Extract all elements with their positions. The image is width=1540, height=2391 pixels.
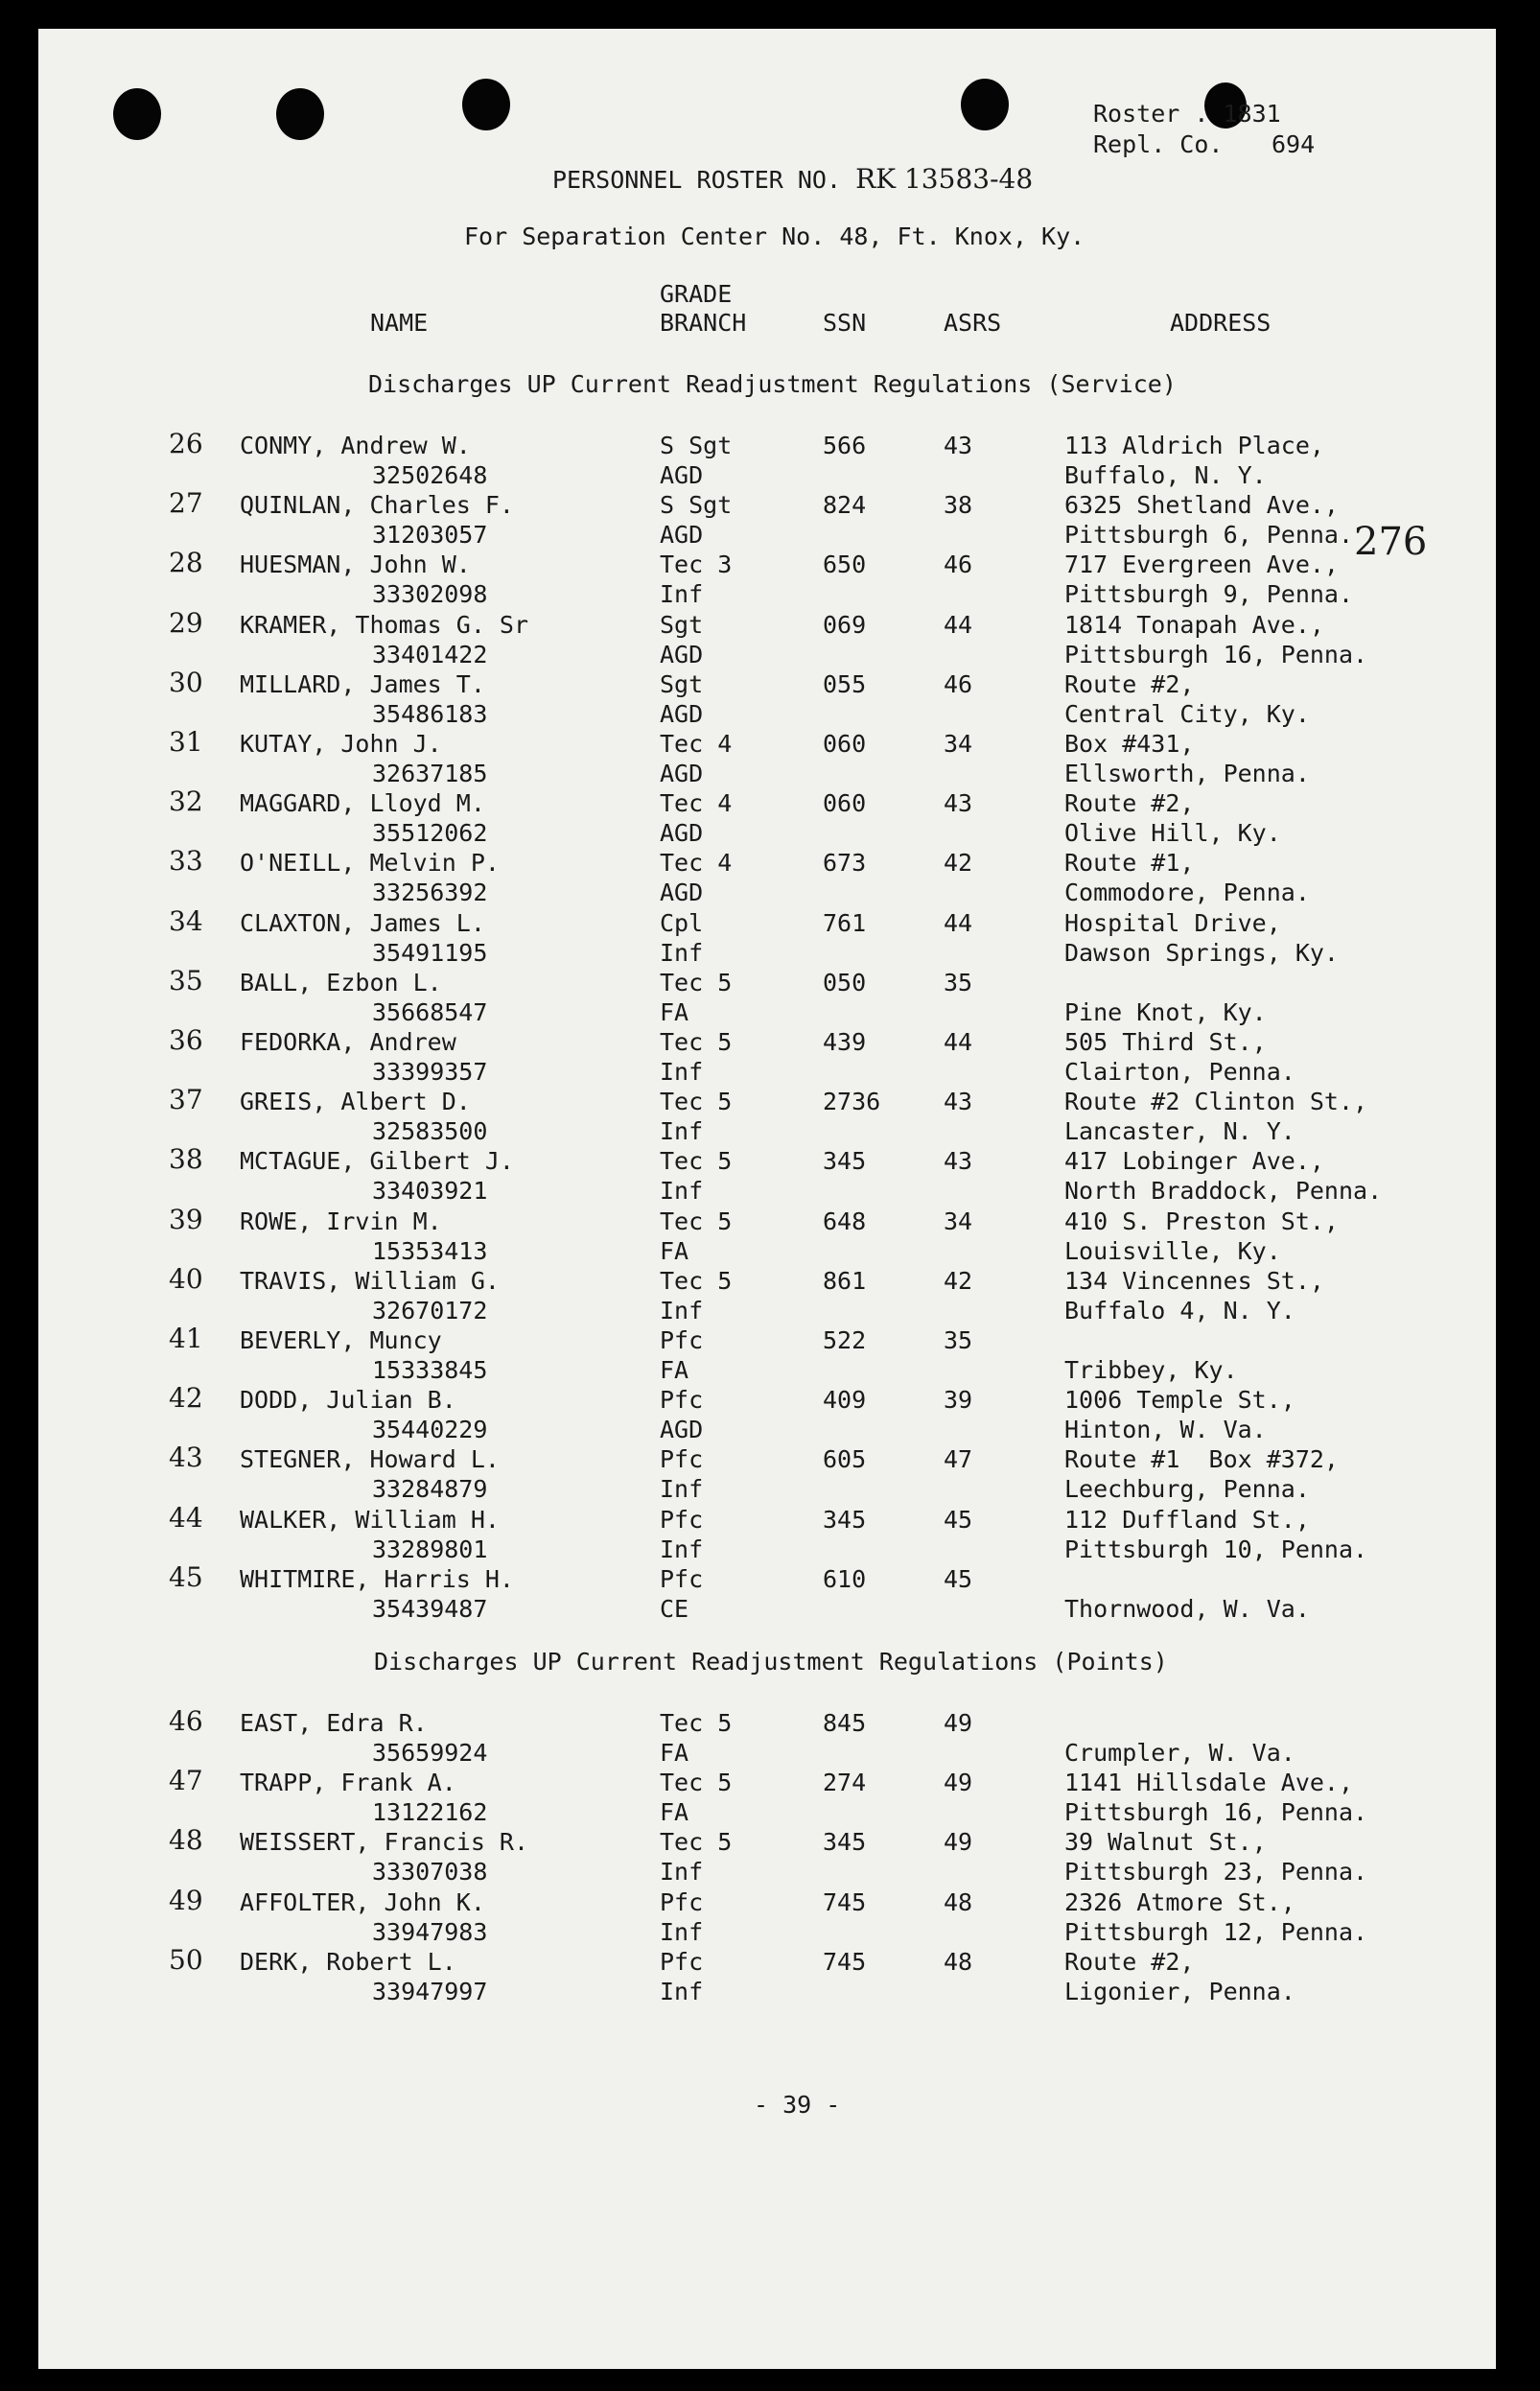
address-line-2: Thornwood, W. Va. [1064, 1594, 1310, 1623]
soldier-name: HUESMAN, John W. [240, 551, 471, 579]
ssn: 610 [823, 1564, 867, 1593]
serial-number: 33289801 [372, 1535, 488, 1563]
branch: Inf [660, 1117, 704, 1146]
address-line-2: Lancaster, N. Y. [1064, 1117, 1295, 1146]
branch: AGD [660, 1416, 704, 1444]
soldier-name: MILLARD, James T. [240, 669, 485, 698]
row-number: 36 [169, 1024, 203, 1056]
address-line-1: Route #2 Clinton St., [1064, 1088, 1368, 1116]
asrs: 43 [944, 789, 973, 818]
row-number: 46 [169, 1705, 203, 1737]
row-number: 37 [169, 1084, 203, 1116]
ssn: 845 [823, 1709, 867, 1737]
repl-co-label: Repl. Co. [1093, 130, 1224, 158]
serial-number: 33256392 [372, 879, 488, 907]
grade-header: GRADE [660, 280, 733, 308]
ssn: 861 [823, 1266, 867, 1295]
ssn: 345 [823, 1828, 867, 1857]
asrs: 42 [944, 1266, 973, 1295]
serial-number: 35659924 [372, 1739, 488, 1767]
branch: AGD [660, 819, 704, 848]
address-line-2: Commodore, Penna. [1064, 879, 1310, 907]
asrs: 49 [944, 1769, 973, 1797]
punch-hole [961, 79, 1009, 130]
address-line-1: 134 Vincennes St., [1064, 1266, 1324, 1295]
address-line-2: Buffalo 4, N. Y. [1064, 1296, 1295, 1324]
soldier-name: EAST, Edra R. [240, 1709, 428, 1737]
grade: Tec 4 [660, 789, 733, 818]
grade: Pfc [660, 1445, 704, 1474]
serial-number: 32502648 [372, 461, 488, 489]
soldier-name: KRAMER, Thomas G. Sr [240, 610, 529, 639]
row-number: 31 [169, 726, 203, 758]
serial-number: 33302098 [372, 580, 488, 609]
punch-hole [113, 88, 161, 140]
soldier-name: KUTAY, John J. [240, 730, 442, 758]
asrs: 45 [944, 1505, 973, 1534]
serial-number: 33399357 [372, 1058, 488, 1086]
section-heading: Discharges UP Current Readjustment Regulations (Points) [374, 1648, 1168, 1676]
row-number: 29 [169, 606, 203, 639]
address-line-2: Louisville, Ky. [1064, 1236, 1281, 1265]
asrs: 34 [944, 1207, 973, 1235]
branch: AGD [660, 760, 704, 787]
branch: Inf [660, 938, 704, 967]
address-line-1: 410 S. Preston St., [1064, 1207, 1339, 1235]
grade: Tec 5 [660, 968, 733, 996]
asrs: 35 [944, 1326, 973, 1354]
asrs: 48 [944, 1887, 973, 1916]
address-header: ADDRESS [1170, 309, 1272, 337]
ssn: 745 [823, 1887, 867, 1916]
soldier-name: TRAPP, Frank A. [240, 1769, 456, 1797]
serial-number: 32637185 [372, 760, 488, 787]
address-line-2: Pittsburgh 12, Penna. [1064, 1917, 1368, 1946]
row-number: 44 [169, 1501, 203, 1534]
branch: FA [660, 1356, 689, 1384]
row-number: 27 [169, 487, 203, 520]
grade: Pfc [660, 1326, 704, 1354]
address-line-2: Leechburg, Penna. [1064, 1475, 1310, 1504]
roster-page [38, 29, 1496, 2369]
ssn: 345 [823, 1147, 867, 1176]
soldier-name: WHITMIRE, Harris H. [240, 1564, 514, 1593]
branch: Inf [660, 1917, 704, 1946]
branch: Inf [660, 1296, 704, 1324]
address-line-1: 1006 Temple St., [1064, 1386, 1295, 1415]
address-line-2: Olive Hill, Ky. [1064, 819, 1281, 848]
ssn: 439 [823, 1028, 867, 1056]
soldier-name: FEDORKA, Andrew [240, 1028, 456, 1056]
branch: Inf [660, 1475, 704, 1504]
soldier-name: GREIS, Albert D. [240, 1088, 471, 1116]
grade: Tec 5 [660, 1028, 733, 1056]
row-number: 48 [169, 1824, 203, 1857]
address-line-1: 1814 Tonapah Ave., [1064, 610, 1324, 639]
serial-number: 32670172 [372, 1296, 488, 1324]
asrs: 43 [944, 1088, 973, 1116]
address-line-2: Pittsburgh 23, Penna. [1064, 1858, 1368, 1887]
address-line-2: Crumpler, W. Va. [1064, 1739, 1295, 1767]
branch: AGD [660, 640, 704, 668]
address-line-2: Dawson Springs, Ky. [1064, 938, 1339, 967]
asrs: 34 [944, 730, 973, 758]
ssn: 522 [823, 1326, 867, 1354]
section-heading: Discharges UP Current Readjustment Regulations (Service) [368, 370, 1177, 398]
branch: FA [660, 997, 689, 1026]
soldier-name: O'NEILL, Melvin P. [240, 849, 500, 878]
page-number: - 39 - [754, 2091, 841, 2119]
ssn: 050 [823, 968, 867, 996]
asrs: 46 [944, 551, 973, 579]
serial-number: 35512062 [372, 819, 488, 848]
grade: Tec 5 [660, 1709, 733, 1737]
soldier-name: AFFOLTER, John K. [240, 1887, 485, 1916]
row-number: 39 [169, 1203, 203, 1235]
branch: AGD [660, 699, 704, 728]
branch: CE [660, 1594, 689, 1623]
roster-number: Roster . 1831 [1093, 100, 1281, 128]
ssn: 761 [823, 908, 867, 937]
address-line-1: 112 Duffland St., [1064, 1505, 1310, 1534]
asrs: 43 [944, 1147, 973, 1176]
asrs: 38 [944, 491, 973, 520]
ssn-header: SSN [823, 309, 867, 337]
ssn: 2736 [823, 1088, 881, 1116]
address-line-1: Route #1 Box #372, [1064, 1445, 1339, 1474]
address-line-2: Ligonier, Penna. [1064, 1977, 1295, 2005]
ssn: 409 [823, 1386, 867, 1415]
soldier-name: MCTAGUE, Gilbert J. [240, 1147, 514, 1176]
address-line-1: Route #2, [1064, 789, 1195, 818]
row-number: 45 [169, 1560, 203, 1593]
ssn: 673 [823, 849, 867, 878]
address-line-2: Pittsburgh 16, Penna. [1064, 640, 1368, 668]
grade: Tec 5 [660, 1769, 733, 1797]
ssn: 274 [823, 1769, 867, 1797]
row-number: 33 [169, 845, 203, 878]
soldier-name: BEVERLY, Muncy [240, 1326, 442, 1354]
grade: Tec 5 [660, 1207, 733, 1235]
serial-number: 33947997 [372, 1977, 488, 2005]
branch: Inf [660, 1535, 704, 1563]
address-line-1: Route #1, [1064, 849, 1195, 878]
ssn: 824 [823, 491, 867, 520]
soldier-name: STEGNER, Howard L. [240, 1445, 500, 1474]
grade: Tec 5 [660, 1088, 733, 1116]
serial-number: 15353413 [372, 1236, 488, 1265]
grade: Pfc [660, 1947, 704, 1976]
serial-number: 33947983 [372, 1917, 488, 1946]
roster-title [552, 165, 1033, 195]
ssn: 345 [823, 1505, 867, 1534]
address-line-1: 113 Aldrich Place, [1064, 432, 1324, 459]
soldier-name: ROWE, Irvin M. [240, 1207, 442, 1235]
serial-number: 32583500 [372, 1117, 488, 1146]
serial-number: 33284879 [372, 1475, 488, 1504]
asrs: 43 [944, 432, 973, 459]
address-line-2: Hinton, W. Va. [1064, 1416, 1267, 1444]
soldier-name: BALL, Ezbon L. [240, 968, 442, 996]
asrs: 48 [944, 1947, 973, 1976]
branch: Inf [660, 1177, 704, 1206]
repl-co-value: 694 [1272, 130, 1316, 158]
roster-number-handwritten: RK 13583-48 [855, 163, 1034, 195]
grade: Pfc [660, 1386, 704, 1415]
row-number: 38 [169, 1143, 203, 1176]
row-number: 43 [169, 1442, 203, 1474]
branch: FA [660, 1236, 689, 1265]
address-line-1: 717 Evergreen Ave., [1064, 551, 1339, 579]
address-line-1: 1141 Hillsdale Ave., [1064, 1769, 1354, 1797]
soldier-name: WEISSERT, Francis R. [240, 1828, 529, 1857]
serial-number: 15333845 [372, 1356, 488, 1384]
serial-number: 33307038 [372, 1858, 488, 1887]
asrs: 49 [944, 1828, 973, 1857]
address-line-2: Pine Knot, Ky. [1064, 997, 1267, 1026]
grade: Sgt [660, 669, 704, 698]
serial-number: 31203057 [372, 521, 488, 550]
soldier-name: CONMY, Andrew W. [240, 432, 471, 459]
ssn: 566 [823, 432, 867, 459]
row-number: 30 [169, 666, 203, 698]
punch-hole [276, 88, 324, 140]
serial-number: 35440229 [372, 1416, 488, 1444]
grade: S Sgt [660, 432, 733, 459]
branch: Inf [660, 1977, 704, 2005]
grade: Tec 5 [660, 1266, 733, 1295]
serial-number: 35668547 [372, 997, 488, 1026]
soldier-name: QUINLAN, Charles F. [240, 491, 514, 520]
serial-number: 33403921 [372, 1177, 488, 1206]
address-line-2: Pittsburgh 16, Penna. [1064, 1798, 1368, 1827]
branch: AGD [660, 461, 704, 489]
row-number: 41 [169, 1323, 203, 1354]
row-number: 50 [169, 1943, 203, 1976]
asrs: 47 [944, 1445, 973, 1474]
asrs-header: ASRS [944, 309, 1002, 337]
address-line-2: Clairton, Penna. [1064, 1058, 1295, 1086]
row-number: 26 [169, 428, 203, 459]
asrs: 46 [944, 669, 973, 698]
asrs: 39 [944, 1386, 973, 1415]
address-line-1: Route #2, [1064, 669, 1195, 698]
ssn: 745 [823, 1947, 867, 1976]
branch: FA [660, 1739, 689, 1767]
grade: Pfc [660, 1564, 704, 1593]
address-line-1: 6325 Shetland Ave., [1064, 491, 1339, 520]
address-line-2: Pittsburgh 9, Penna. [1064, 580, 1354, 609]
grade: Tec 5 [660, 1147, 733, 1176]
serial-number: 35486183 [372, 699, 488, 728]
grade: Tec 4 [660, 849, 733, 878]
address-line-2: Pittsburgh 6, Penna. [1064, 521, 1354, 550]
address-line-2: Tribbey, Ky. [1064, 1356, 1238, 1384]
soldier-name: TRAVIS, William G. [240, 1266, 500, 1295]
asrs: 45 [944, 1564, 973, 1593]
ssn: 060 [823, 789, 867, 818]
branch: FA [660, 1798, 689, 1827]
serial-number: 35439487 [372, 1594, 488, 1623]
serial-number: 35491195 [372, 938, 488, 967]
asrs: 44 [944, 610, 973, 639]
address-line-1: 417 Lobinger Ave., [1064, 1147, 1324, 1176]
soldier-name: CLAXTON, James L. [240, 908, 485, 937]
asrs: 35 [944, 968, 973, 996]
ssn: 605 [823, 1445, 867, 1474]
margin-note: 276 [1354, 520, 1428, 564]
grade: S Sgt [660, 491, 733, 520]
row-number: 28 [169, 547, 203, 579]
branch: Inf [660, 1058, 704, 1086]
branch-header: BRANCH [660, 309, 747, 337]
ssn: 069 [823, 610, 867, 639]
row-number: 32 [169, 785, 203, 818]
name-header: NAME [370, 309, 429, 337]
row-number: 49 [169, 1884, 203, 1916]
address-line-1: Box #431, [1064, 730, 1195, 758]
row-number: 34 [169, 904, 203, 937]
address-line-2: Central City, Ky. [1064, 699, 1310, 728]
asrs: 49 [944, 1709, 973, 1737]
ssn: 055 [823, 669, 867, 698]
branch: AGD [660, 879, 704, 907]
roster-subtitle: For Separation Center No. 48, Ft. Knox, Ky. [464, 223, 1085, 250]
row-number: 40 [169, 1262, 203, 1295]
grade: Tec 4 [660, 730, 733, 758]
soldier-name: DODD, Julian B. [240, 1386, 456, 1415]
address-line-2: Buffalo, N. Y. [1064, 461, 1267, 489]
branch: Inf [660, 580, 704, 609]
ssn: 060 [823, 730, 867, 758]
address-line-1: 39 Walnut St., [1064, 1828, 1267, 1857]
asrs: 44 [944, 908, 973, 937]
branch: Inf [660, 1858, 704, 1887]
serial-number: 13122162 [372, 1798, 488, 1827]
address-line-2: Ellsworth, Penna. [1064, 760, 1310, 787]
address-line-1: Route #2, [1064, 1947, 1195, 1976]
asrs: 42 [944, 849, 973, 878]
row-number: 35 [169, 964, 203, 996]
address-line-1: 2326 Atmore St., [1064, 1887, 1295, 1916]
punch-hole [462, 79, 510, 130]
ssn: 650 [823, 551, 867, 579]
grade: Pfc [660, 1505, 704, 1534]
row-number: 42 [169, 1382, 203, 1415]
serial-number: 33401422 [372, 640, 488, 668]
row-number: 47 [169, 1765, 203, 1797]
address-line-2: North Braddock, Penna. [1064, 1177, 1383, 1206]
soldier-name: WALKER, William H. [240, 1505, 500, 1534]
ssn: 648 [823, 1207, 867, 1235]
roster-title-prefix: PERSONNEL ROSTER NO. [552, 166, 842, 194]
address-line-1: Hospital Drive, [1064, 908, 1281, 937]
grade: Cpl [660, 908, 704, 937]
address-line-1: 505 Third St., [1064, 1028, 1267, 1056]
grade: Sgt [660, 610, 704, 639]
soldier-name: MAGGARD, Lloyd M. [240, 789, 485, 818]
grade: Tec 5 [660, 1828, 733, 1857]
grade: Tec 3 [660, 551, 733, 579]
address-line-2: Pittsburgh 10, Penna. [1064, 1535, 1368, 1563]
grade: Pfc [660, 1887, 704, 1916]
soldier-name: DERK, Robert L. [240, 1947, 456, 1976]
asrs: 44 [944, 1028, 973, 1056]
branch: AGD [660, 521, 704, 550]
